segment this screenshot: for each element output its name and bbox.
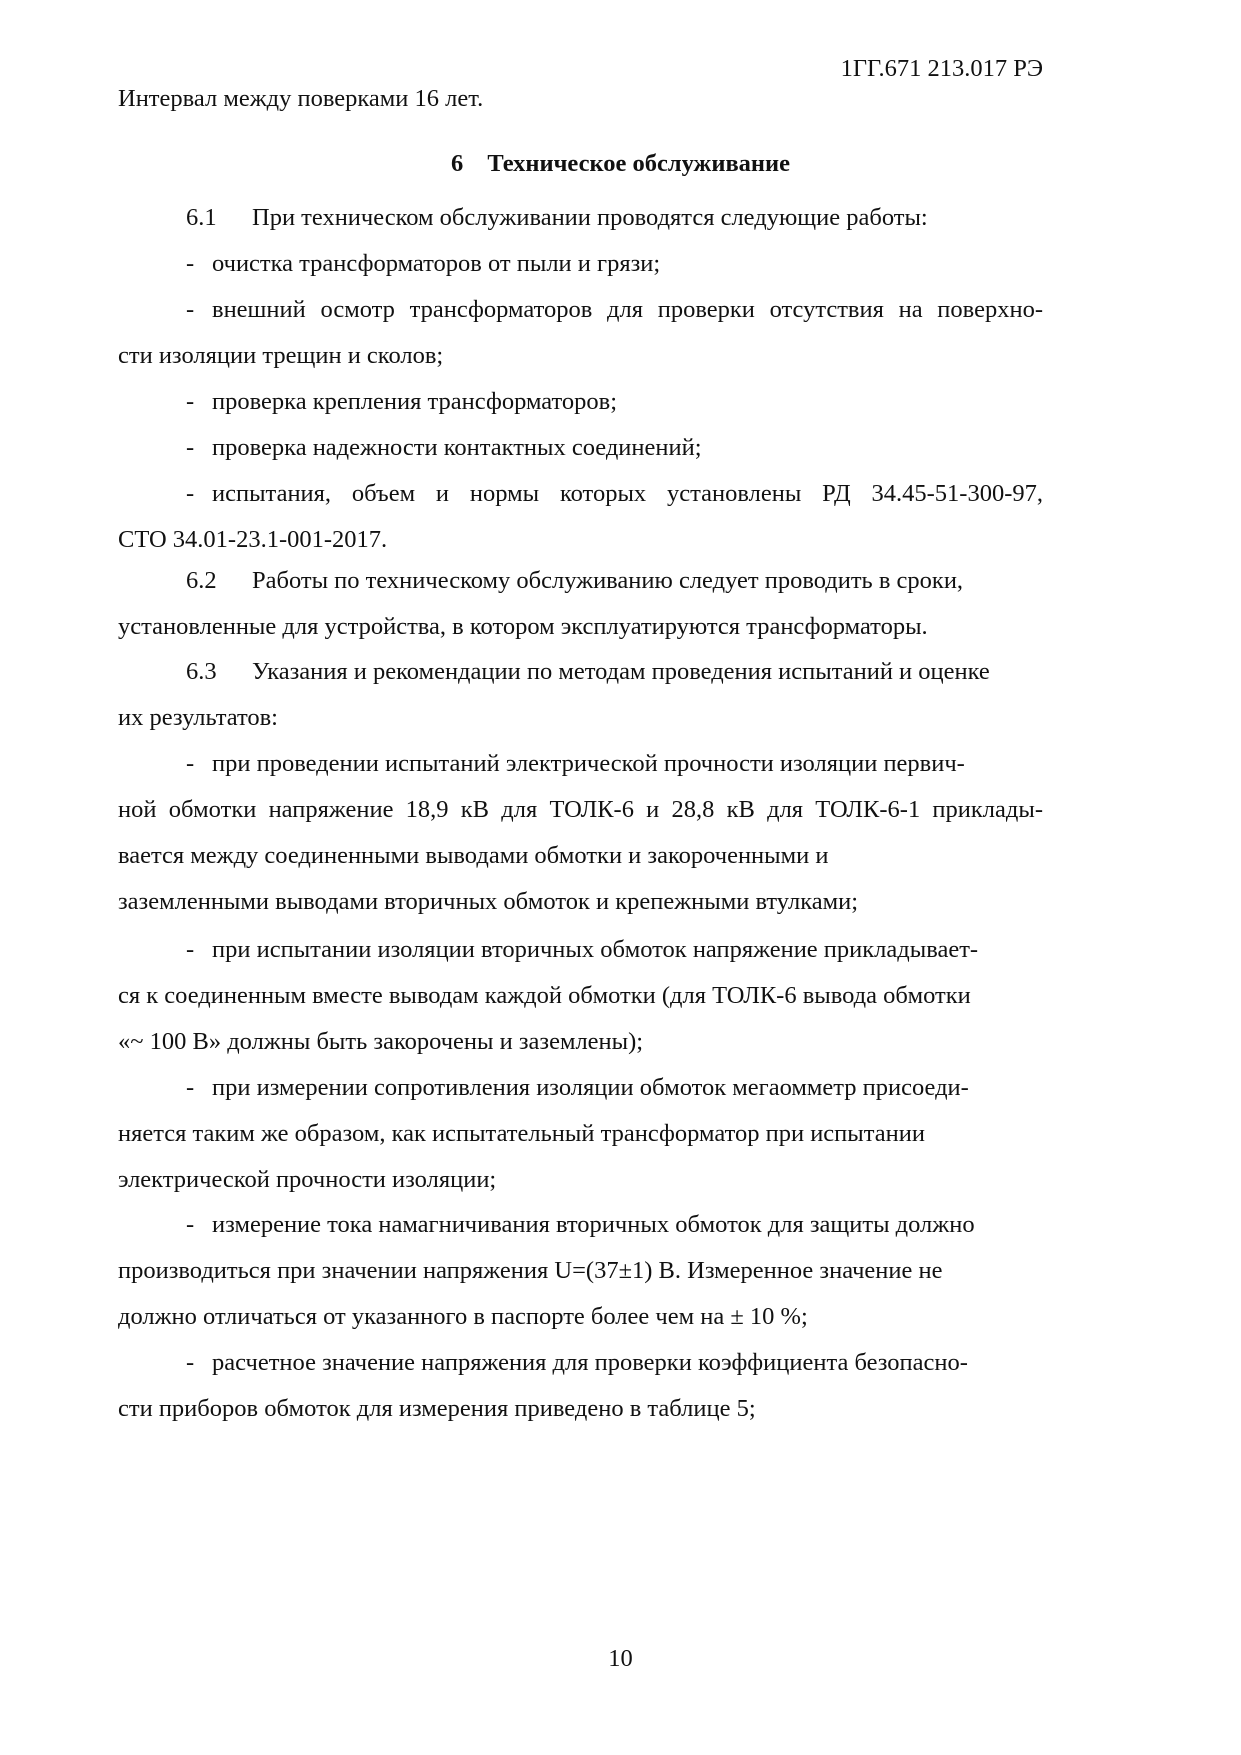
list-dash: -: [186, 434, 195, 461]
line-text: должно отличаться от указанного в паспорте более чем на ± 10 %;: [118, 1303, 808, 1330]
line-text: Указания и рекомендации по методам проведения испытаний и оценке: [252, 658, 990, 685]
list-item: [186, 387, 1043, 417]
line-text: очистка трансформаторов от пыли и грязи;: [212, 250, 661, 277]
line-text: Работы по техническому обслуживанию следует проводить в сроки,: [252, 567, 964, 594]
line-text: при испытании изоляции вторичных обмоток напряжение прикладывает-: [212, 936, 979, 963]
text-line: [118, 1256, 1043, 1286]
line-text: проверка надежности контактных соединений;: [212, 434, 702, 461]
text-line: [118, 1394, 1043, 1424]
list-item: [186, 749, 1043, 779]
list-item: [186, 249, 1043, 279]
line-text: установленные для устройства, в котором эксплуатируются трансформаторы.: [118, 613, 928, 640]
paragraph-number: 6.1: [186, 204, 217, 231]
text-line: [118, 887, 1043, 917]
paragraph-number: 6.2: [186, 567, 217, 594]
list-item: [186, 479, 1043, 509]
line-text: вается между соединенными выводами обмотки и закороченными и: [118, 842, 829, 869]
list-item: [186, 1073, 1043, 1103]
line-text: При техническом обслуживании проводятся следующие работы:: [252, 204, 928, 231]
list-dash: -: [186, 936, 195, 963]
list-dash: -: [186, 388, 195, 415]
section-heading: [0, 149, 1241, 179]
line-text: измерение тока намагничивания вторичных обмоток для защиты должно: [212, 1211, 975, 1238]
list-item: [186, 1348, 1043, 1378]
list-item: [186, 935, 1043, 965]
line-text: расчетное значение напряжения для проверки коэффициента безопасно-: [212, 1349, 968, 1376]
page-number: 10: [608, 1645, 633, 1672]
text-line: [118, 841, 1043, 871]
line-text: при измерении сопротивления изоляции обмоток мегаомметр присоеди-: [212, 1074, 969, 1101]
list-item: [186, 433, 1043, 463]
text-line: [118, 1165, 1043, 1195]
line-text: заземленными выводами вторичных обмоток и крепежными втулками;: [118, 888, 859, 915]
text-line: [118, 981, 1043, 1011]
line-text: проверка крепления трансформаторов;: [212, 388, 618, 415]
list-dash: -: [186, 250, 195, 277]
line-text: ся к соединенным вместе выводам каждой обмотки (для ТОЛК-6 вывода обмотки: [118, 982, 971, 1009]
list-dash: -: [186, 296, 195, 323]
paragraph-number: 6.3: [186, 658, 217, 685]
text-line: [118, 612, 1043, 642]
numbered-paragraph: [186, 203, 1043, 233]
line-text: внешний осмотр трансформаторов для проверки отсутствия на поверхно-: [212, 296, 1043, 323]
list-dash: -: [186, 1074, 195, 1101]
text-line: [118, 1302, 1043, 1332]
line-text: при проведении испытаний электрической прочности изоляции первич-: [212, 750, 965, 777]
line-text: СТО 34.01-23.1-001-2017.: [118, 526, 388, 553]
text-line: [118, 525, 1043, 555]
text-line: [118, 703, 1043, 733]
intro-line: Интервал между поверками 16 лет.: [118, 85, 484, 112]
line-text: сти приборов обмоток для измерения приведено в таблице 5;: [118, 1395, 756, 1422]
section-number: 6: [450, 150, 464, 177]
text-line: [118, 1027, 1043, 1057]
list-dash: -: [186, 1349, 195, 1376]
document-code: 1ГГ.671 213.017 РЭ: [840, 55, 1043, 82]
line-text: ной обмотки напряжение 18,9 кВ для ТОЛК-6 и 28,8 кВ для ТОЛК-6-1 приклады-: [118, 796, 1043, 823]
text-line: [118, 795, 1043, 825]
section-title: Техническое обслуживание: [487, 150, 791, 177]
line-text: производиться при значении напряжения U=(37±1) В. Измеренное значение не: [118, 1257, 943, 1284]
text-line: [118, 1119, 1043, 1149]
list-item: [186, 295, 1043, 325]
numbered-paragraph: [186, 566, 1043, 596]
line-text: их результатов:: [118, 704, 278, 731]
list-dash: -: [186, 1211, 195, 1238]
list-dash: -: [186, 750, 195, 777]
line-text: электрической прочности изоляции;: [118, 1166, 497, 1193]
text-line: [118, 341, 1043, 371]
list-dash: -: [186, 480, 195, 507]
numbered-paragraph: [186, 657, 1043, 687]
line-text: сти изоляции трещин и сколов;: [118, 342, 444, 369]
line-text: испытания, объем и нормы которых установлены РД 34.45-51-300-97,: [212, 480, 1043, 507]
line-text: «~ 100 В» должны быть закорочены и заземлены);: [118, 1028, 644, 1055]
line-text: няется таким же образом, как испытательный трансформатор при испытании: [118, 1120, 925, 1147]
list-item: [186, 1210, 1043, 1240]
